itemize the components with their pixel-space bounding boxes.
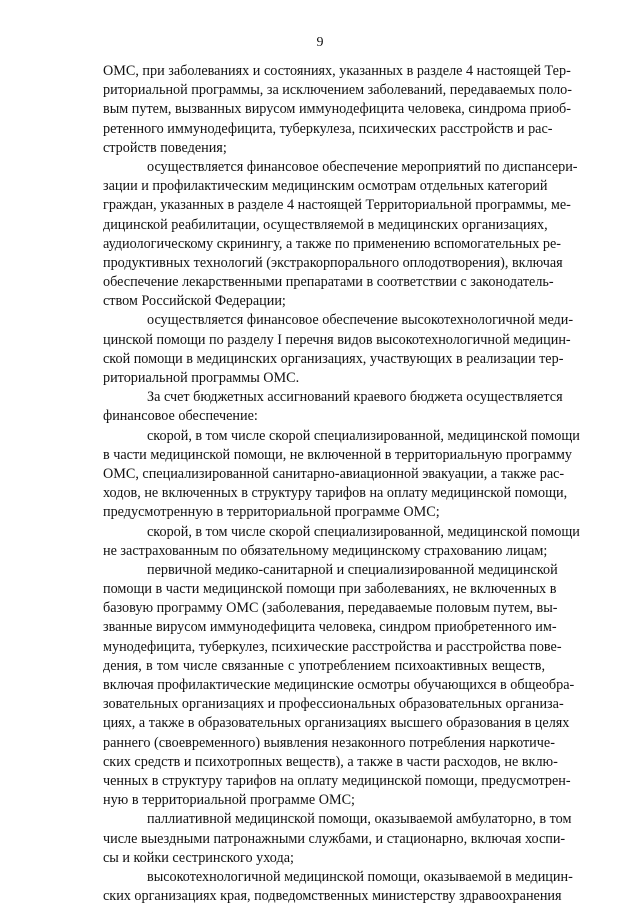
paragraph-first-line: скорой, в том числе скорой специализированной, медицинской помощи [147, 427, 580, 444]
paragraph-first-line: высокотехнологичной медицинской помощи, оказываемой в медицин- [147, 868, 573, 885]
text-line: предусмотренную в территориальной программе ОМС; [103, 504, 440, 521]
text-line: сы и койки сестринского ухода; [103, 849, 294, 866]
text-line: зовательных организациях и профессиональных образовательных организа- [103, 696, 564, 713]
text-line: ОМС, специализированной санитарно-авиационной эвакуации, а также рас- [103, 465, 565, 482]
paragraph-first-line: паллиативной медицинской помощи, оказываемой амбулаторно, в том [147, 811, 572, 828]
text-line: граждан, указанных в разделе 4 настоящей Территориальной программы, ме- [103, 197, 571, 214]
text-line: включая профилактические медицинские осмотры обучающихся в общеобра- [103, 677, 575, 693]
text-line: ством Российской Федерации; [103, 293, 286, 310]
text-line: ских средств и психотропных веществ), а также в части расходов, не вклю- [103, 753, 558, 770]
text-line: званные вирусом иммунодефицита человека, синдром приобретенного им- [103, 619, 557, 636]
paragraph-first-line: осуществляется финансовое обеспечение мероприятий по диспансери- [147, 158, 578, 175]
text-line: базовую программу ОМС (заболевания, передаваемые половым путем, вы- [103, 600, 558, 617]
text-line: ходов, не включенных в структуру тарифов на оплату медицинской помощи, [103, 485, 568, 502]
paragraph-first-line: первичной медико-санитарной и специализированной медицинской [147, 561, 558, 578]
text-line: дения, в том числе связанные с употреблением психоактивных веществ, [103, 657, 545, 674]
text-line: стройств поведения; [103, 139, 227, 156]
text-line: риториальной программы ОМС. [103, 370, 300, 386]
text-line: числе выездными патронажными службами, и стационарно, включая хоспи- [103, 830, 566, 847]
text-line: финансовое обеспечение: [103, 408, 258, 425]
text-line: аудиологическому скринингу, а также по применению вспомогательных ре- [103, 235, 561, 252]
text-line: ченных в структуру тарифов на оплату медицинской помощи, предусмотрен- [103, 772, 571, 789]
text-line: ную в территориальной программе ОМС; [103, 792, 356, 809]
text-line: раннего (своевременного) выявления незаконного потребления наркотиче- [103, 734, 555, 751]
text-line: дицинской реабилитации, осуществляемой в медицинских организациях, [103, 216, 548, 233]
text-line: обеспечение лекарственными препаратами в соответствии с законодатель- [103, 274, 554, 291]
text-line: мунодефицита, туберкулез, психические расстройства и расстройства пове- [103, 638, 562, 655]
text-line: зации и профилактическим медицинским осмотрам отдельных категорий [103, 178, 548, 195]
body-text [103, 62, 580, 906]
text-line: ретенного иммунодефицита, туберкулеза, психических расстройств и рас- [103, 120, 553, 137]
paragraph-first-line: скорой, в том числе скорой специализированной, медицинской помощи [147, 523, 580, 540]
text-line: циях, а также в образовательных организациях высшего образования в целях [103, 715, 570, 732]
text-line: риториальной программы, за исключением заболеваний, передаваемых поло- [103, 82, 573, 99]
text-line: ских организациях края, подведомственных министерству здравоохранения [103, 888, 562, 905]
text-line: цинской помощи по разделу I перечня видов высокотехнологичной медицин- [103, 331, 571, 348]
paragraph-first-line: осуществляется финансовое обеспечение высокотехнологичной меди- [147, 312, 574, 329]
page-number: 9 [316, 35, 324, 50]
text-line: вым путем, вызванных вирусом иммунодефицита человека, синдрома приоб- [103, 101, 571, 118]
text-line: ской помощи в медицинских организациях, участвующих в реализации тер- [103, 350, 564, 367]
text-line: помощи в части медицинской помощи при заболеваниях, не включенных в [103, 581, 557, 598]
text-line: не застрахованным по обязательному медицинскому страхованию лицам; [103, 542, 548, 559]
text-line: в части медицинской помощи, не включенной в территориальную программу [103, 446, 572, 463]
text-line: ОМС, при заболеваниях и состояниях, указанных в разделе 4 настоящей Тер- [103, 63, 571, 79]
paragraph-first-line: За счет бюджетных ассигнований краевого бюджета осуществляется [147, 389, 563, 406]
text-line: продуктивных технологий (экстракорпорального оплодотворения), включая [103, 254, 563, 271]
